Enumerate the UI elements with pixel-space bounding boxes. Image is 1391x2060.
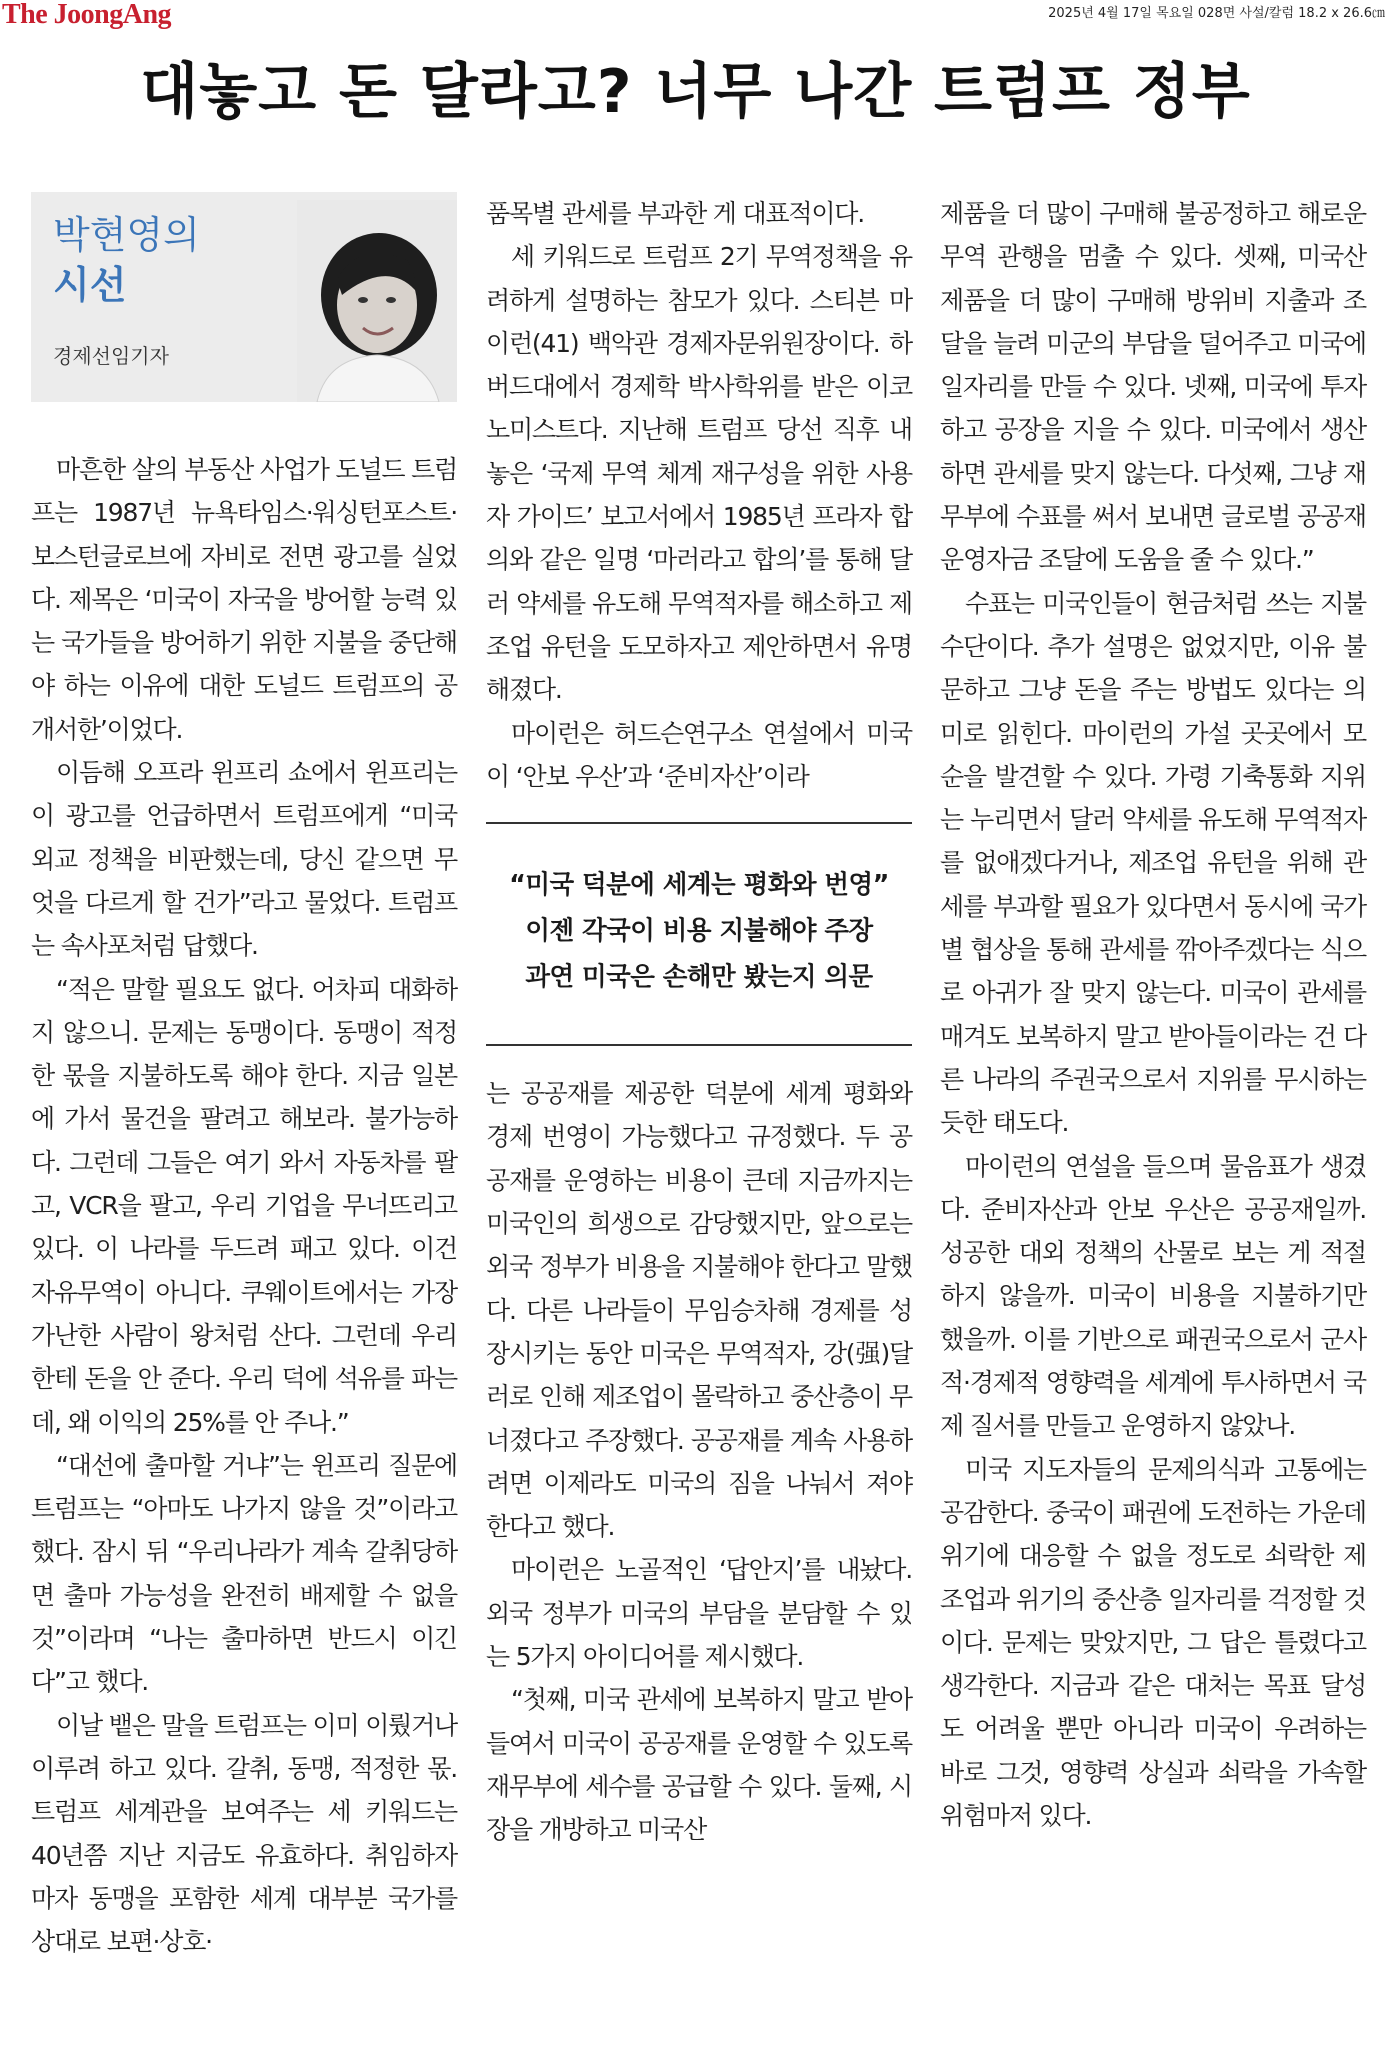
paragraph: “적은 말할 필요도 없다. 어차피 대화하지 않으니. 문제는 동맹이다. 동맹이 적정한 몫을 지불하도록 해야 한다. 지금 일본에 가서 물건을 팔려고 해보라. 불가능하다. 그런데 그들은 여기 와서 자동차를 팔고, VCR을 팔고, 우리 기업을 무너뜨리고 있다. 이 나라를 두드려 패고 있다. 이건 자유무역이 아니다. 쿠웨이트에서는 가장 가난한 사람이 왕처럼 산다. 그런데 우리한테 돈을 안 준다. 우리 덕에 석유를 파는데, 왜 이익의 25%를 안 주나.” (31, 974, 457, 1437)
paragraph: 마흔한 살의 부동산 사업가 도널드 트럼프는 1987년 뉴욕타임스·워싱턴포스트·보스턴글로브에 자비로 전면 광고를 실었다. 제목은 ‘미국이 자국을 방어할 능력 있는 국가들을 방어하기 위한 지불을 중단해야 하는 이유에 대한 도널드 트럼프의 공개서한’이었다. (31, 455, 457, 744)
author-portrait (297, 200, 457, 402)
byline-author-name: 박현영의 (53, 213, 200, 257)
paragraph: 제품을 더 많이 구매해 불공정하고 해로운 무역 관행을 멈출 수 있다. 셋째, 미국산 제품을 더 많이 구매해 방위비 지출과 조달을 늘려 미군의 부담을 덜어주고 미국에 일자리를 만들 수 있다. 넷째, 미국에 투자하고 공장을 지을 수 있다. 미국에서 생산하면 관세를 맞지 않는다. 다섯째, 그냥 재무부에 수표를 써서 보내면 글로벌 공공재 운영자금 조달에 도움을 줄 수 있다.” (940, 199, 1366, 575)
pull-quote (486, 822, 912, 1046)
article-column-2 (486, 192, 912, 1852)
byline-series-title: 시선 (53, 263, 127, 307)
pull-quote-text (486, 824, 912, 1044)
paragraph: 세 키워드로 트럼프 2기 무역정책을 유려하게 설명하는 참모가 있다. 스티븐 마이런(41) 백악관 경제자문위원장이다. 하버드대에서 경제학 박사학위를 받은 이코노미스트다. 지난해 트럼프 당선 직후 내놓은 ‘국제 무역 체계 재구성을 위한 사용자 가이드’ 보고서에서 1985년 프라자 합의와 같은 일명 ‘마러라고 합의’를 통해 달러 약세를 유도해 무역적자를 해소하고 제조업 유턴을 도모하자고 제안하면서 유명해졌다. (486, 242, 912, 705)
paragraph: “첫째, 미국 관세에 보복하지 말고 받아들여서 미국이 공공재를 운영할 수 있도록 재무부에 세수를 공급할 수 있다. 둘째, 시장을 개방하고 미국산 (486, 1685, 912, 1845)
paragraph: 이날 뱉은 말을 트럼프는 이미 이뤘거나 이루려 하고 있다. 갈취, 동맹, 적정한 몫. 트럼프 세계관을 보여주는 세 키워드는 40년쯤 지난 지금도 유효하다. 취임하자마자 동맹을 포함한 세계 대부분 국가를 상대로 보편·상호· (31, 1710, 457, 1957)
paragraph: 마이런의 연설을 들으며 물음표가 생겼다. 준비자산과 안보 우산은 공공재일까. 성공한 대외 정책의 산물로 보는 게 적절하지 않을까. 미국이 비용을 지불하기만 했을까. 이를 기반으로 패권국으로서 군사적·경제적 영향력을 세계에 투사하면서 국제 질서를 만들고 운영하지 않았나. (940, 1151, 1366, 1441)
article-column-3 (940, 192, 1366, 1837)
paragraph: “대선에 출마할 거냐”는 윈프리 질문에 트럼프는 “아마도 나가지 않을 것”이라고 했다. 잠시 뒤 “우리나라가 계속 갈취당하면 출마 가능성을 완전히 배제할 수 없을 것”이라며 “나는 출마하면 반드시 이긴다”고 했다. (31, 1450, 457, 1697)
newspaper-logo: The JoongAng (2, 0, 172, 30)
pull-quote-line: 과연 미국은 손해만 봤는지 의문 (525, 962, 873, 993)
paragraph: 이듬해 오프라 윈프리 쇼에서 윈프리는 이 광고를 언급하면서 트럼프에게 “미국 외교 정책을 비판했는데, 당신 같으면 무엇을 다르게 할 건가”라고 물었다. 트럼프는 속사포처럼 답했다. (31, 758, 457, 961)
paragraph: 수표는 미국인들이 현금처럼 쓰는 지불 수단이다. 추가 설명은 없었지만, 이유 불문하고 그냥 돈을 주는 방법도 있다는 의미로 읽힌다. 마이런의 가설 곳곳에서 모순을 발견할 수 있다. 가령 기축통화 지위는 누리면서 달러 약세를 유도해 무역적자를 없애겠다거나, 제조업 유턴을 위해 관세를 부과할 필요가 있다면서 동시에 국가별 협상을 통해 관세를 깎아주겠다는 식으로 아귀가 잘 맞지 않는다. 미국이 관세를 매겨도 보복하지 말고 받아들이라는 건 다른 나라의 주권국으로서 지위를 무시하는 듯한 태도다. (940, 588, 1366, 1138)
paragraph: 마이런은 노골적인 ‘답안지’를 내놨다. 외국 정부가 미국의 부담을 분담할 수 있는 5가지 아이디어를 제시했다. (486, 1555, 912, 1672)
paragraph: 마이런은 허드슨연구소 연설에서 미국이 ‘안보 우산’과 ‘준비자산’이라 (486, 718, 912, 791)
paragraph: 미국 지도자들의 문제의식과 고통에는 공감한다. 중국이 패권에 도전하는 가운데 위기에 대응할 수 없을 정도로 쇠락한 제조업과 위기의 중산층 일자리를 걱정할 것이다. 문제는 맞았지만, 그 답은 틀렸다고 생각한다. 지금과 같은 대처는 목표 달성도 어려울 뿐만 아니라 미국이 우려하는 바로 그것, 영향력 상실과 쇠락을 가속할 위험마저 있다. (940, 1454, 1366, 1830)
paragraph: 품목별 관세를 부과한 게 대표적이다. (486, 199, 864, 228)
pull-quote-line: “미국 덕분에 세계는 평화와 번영” (509, 870, 889, 901)
article-column-1 (31, 192, 457, 1963)
dateline: 2025년 4월 17일 목요일 028면 사설/칼럼 18.2 x 26.6㎝ (1048, 6, 1385, 21)
pull-quote-line: 이젠 각국이 비용 지불해야 주장 (525, 916, 873, 947)
byline-role: 경제선임기자 (53, 344, 169, 368)
article-headline: 대놓고 돈 달라고? 너무 나간 트럼프 정부 (140, 57, 1251, 127)
paragraph: 는 공공재를 제공한 덕분에 세계 평화와 경제 번영이 가능했다고 규정했다. 두 공공재를 운영하는 비용이 큰데 지금까지는 미국인의 희생으로 감당했지만, 앞으로는 외국 정부가 비용을 지불해야 한다고 말했다. 다른 나라들이 무임승차해 경제를 성장시키는 동안 미국은 무역적자, 강(强)달러로 인해 제조업이 몰락하고 중산층이 무너졌다고 주장했다. 공공재를 계속 사용하려면 이제라도 미국의 짐을 나눠서 져야 한다고 했다. (486, 1079, 912, 1542)
pull-quote-bottom-rule (486, 1044, 912, 1046)
byline-box (31, 192, 457, 402)
